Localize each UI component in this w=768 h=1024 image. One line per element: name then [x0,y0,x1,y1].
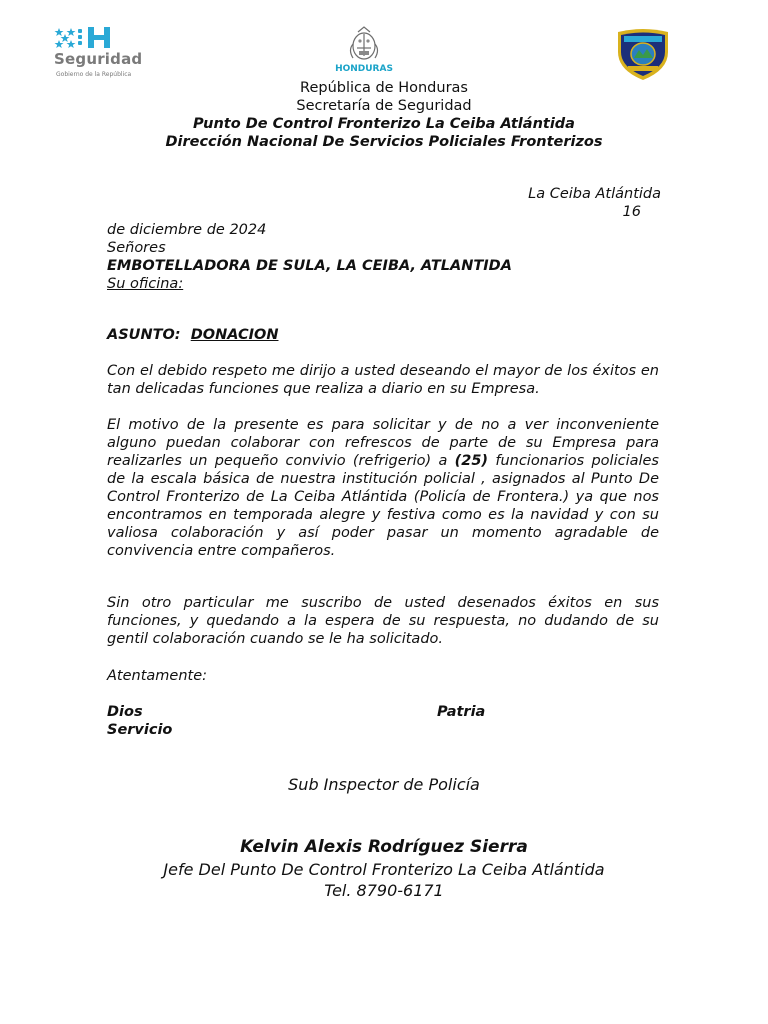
subject-line [107,326,278,344]
signature-title: Jefe Del Punto De Control Fronterizo La Ceiba Atlántida [163,860,605,879]
body-paragraph-2-start: El motivo de la presente es para solicitar y de no a ver inconveniente alguno puedan colaborar con refrescos de parte de su Empresa para realizarles un pequeño convivio (refrigerio) a [107,417,659,469]
date-rest: de diciembre de 2024 [107,222,267,238]
date-day: 16 [622,204,641,220]
coat-of-arms-icon [326,26,402,66]
signature-phone: Tel. 8790-6171 [324,881,444,900]
body-paragraph-2-count: (25) [454,453,489,469]
closing-regards: Atentamente: [107,668,208,684]
honduras-wordmark: HONDURAS [335,64,393,74]
recipient-office: Su oficina: [107,276,184,292]
motto-dios: Dios [107,704,143,720]
header-republic: República de Honduras [300,80,468,96]
subject-value: DONACION [190,327,279,343]
header-directorate: Dirección Nacional De Servicios Policiales Fronterizos [165,134,603,150]
body-paragraph-2 [107,416,659,560]
seguridad-logo [54,26,174,82]
header-secretariat: Secretaría de Seguridad [296,98,472,114]
body-paragraph-3: Sin otro particular me suscribo de usted desenados éxitos en sus funciones, y quedando a la espera de su respuesta, no dudando de su gentil colaboración cuando se le ha solicitado. [107,595,659,647]
body-paragraph-1: Con el debido respeto me dirijo a usted deseando el mayor de los éxitos en tan delicadas funciones que realiza a diario en su Empresa. [107,363,659,397]
police-badge [612,26,674,82]
seguridad-tagline: Gobierno de la República [56,71,132,78]
motto-patria: Patria [437,704,486,720]
signature-rank: Sub Inspector de Policía [288,775,480,794]
seguridad-wordmark: Seguridad [54,50,143,68]
stars-h-icon [54,26,174,52]
police-shield-icon [612,26,674,82]
motto-servicio: Servicio [107,722,173,738]
body-paragraph-2-end: funcionarios policiales de la escala básica de nuestra institución policial , asignados al Punto De Control Fronterizo de La Ceiba Atlántida (Policía de Frontera.) ya que nos encontramos en temporada alegre y festiva como es la navidad y con su valiosa colaboración y así poder pasar un momento agradable de convivencia entre compañeros. [107,453,659,559]
subject-label: ASUNTO: [107,327,181,343]
date-place: La Ceiba Atlántida [528,186,661,202]
recipient-salutation: Señores [107,240,166,256]
signature-name: Kelvin Alexis Rodríguez Sierra [240,837,528,857]
header-checkpoint: Punto De Control Fronterizo La Ceiba Atlántida [193,116,575,132]
recipient-name: EMBOTELLADORA DE SULA, LA CEIBA, ATLANTIDA [107,258,512,274]
honduras-logo [326,26,402,78]
